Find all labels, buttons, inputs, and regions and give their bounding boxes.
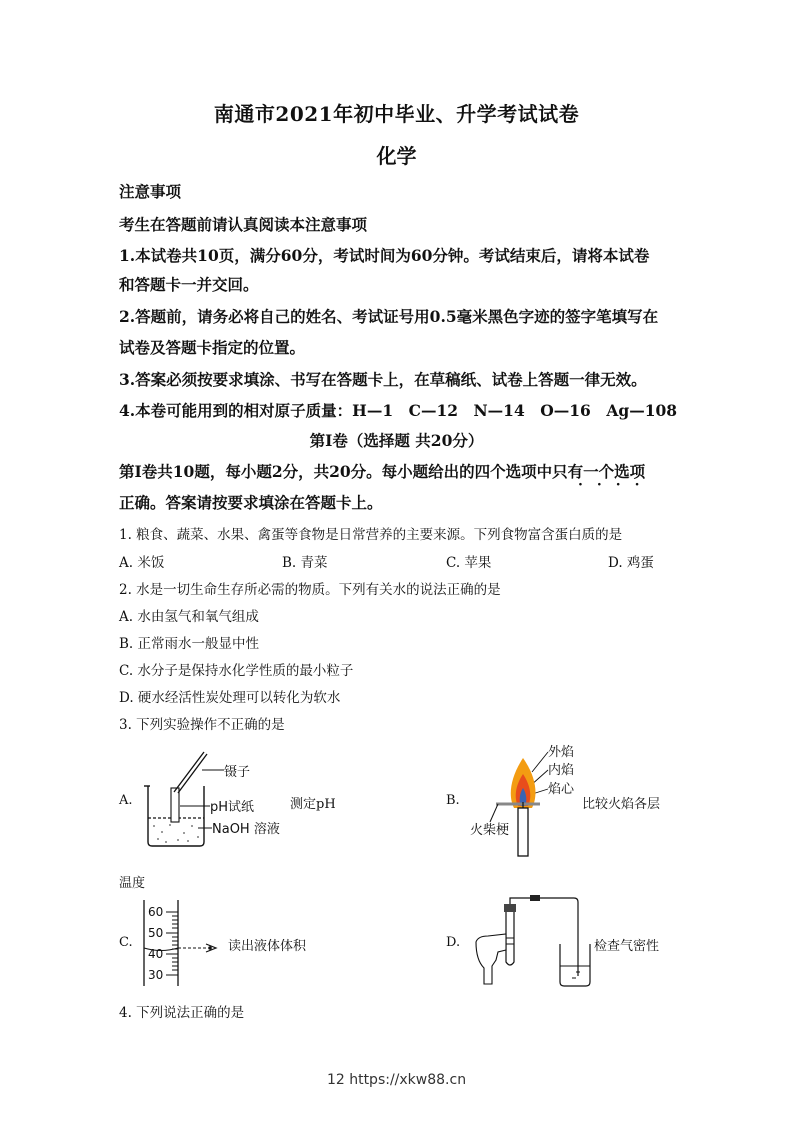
subject-title: 化学 <box>376 144 417 168</box>
q3-stem: 3. 下列实验操作不正确的是 <box>119 717 285 733</box>
section-desc: 第Ⅰ卷共10题，每小题2分，共20分。每小题给出的四个选项中只有一个选项 <box>119 462 646 481</box>
q3-option-c-letter: C. <box>119 935 133 950</box>
exam-title: 南通市2021年初中毕业、升学考试试卷 <box>213 102 580 126</box>
emphasis-dots: · · · · <box>578 477 640 493</box>
q3-option-b-caption: 比较火焰各层 <box>582 797 661 812</box>
q2-option-b: B. 正常雨水一般显中性 <box>119 636 260 652</box>
q1-option-a: A. 米饭 <box>119 555 165 571</box>
airtightness-figure <box>466 892 592 992</box>
notice-intro: 考生在答题前请认真阅读本注意事项 <box>119 215 368 234</box>
notice-item-3: 3.答案必须按要求填涂、书写在答题卡上，在草稿纸、试卷上答题一律无效。 <box>119 370 647 389</box>
notice-item-2: 2.答题前，请务必将自己的姓名、考试证号用0.5毫米黑色字迹的签字笔填写在 <box>119 307 659 326</box>
ph-paper-label: pH试纸 <box>210 800 255 815</box>
outer-flame-label: 外焰 <box>548 745 575 760</box>
q3-option-a-caption: 测定pH <box>290 797 336 812</box>
q1-option-c: C. 苹果 <box>446 555 492 571</box>
notice-item-1: 1.本试卷共10页，满分60分，考试时间为60分钟。考试结束后，请将本试卷 <box>119 246 650 265</box>
q2-option-c: C. 水分子是保持水化学性质的最小粒子 <box>119 663 354 679</box>
q1-stem: 1. 粮食、蔬菜、水果、禽蛋等食物是日常营养的主要来源。下列食物富含蛋白质的是 <box>119 527 623 543</box>
inner-flame-label: 内焰 <box>548 763 575 778</box>
tick-30: 30 <box>148 968 164 982</box>
notice-item-1-cont: 和答题卡一并交回。 <box>119 275 259 294</box>
tick-50: 50 <box>148 926 164 940</box>
section-desc-cont: 正确。答案请按要求填涂在答题卡上。 <box>119 493 383 512</box>
match-stick-label: 火柴梗 <box>470 823 510 838</box>
notice-heading: 注意事项 <box>119 182 182 201</box>
flame-figure <box>466 738 582 860</box>
flame-core-label: 焰心 <box>548 782 575 797</box>
tweezers-label: 镊子 <box>224 765 251 780</box>
q4-stem: 4. 下列说法正确的是 <box>119 1005 245 1021</box>
q1-option-b: B. 青菜 <box>282 555 328 571</box>
tick-60: 60 <box>148 905 164 919</box>
naoh-solution-label: NaOH 溶液 <box>212 822 280 837</box>
q2-option-a: A. 水由氢气和氧气组成 <box>119 609 259 625</box>
q3-option-d-letter: D. <box>446 935 461 950</box>
graduated-cylinder-figure <box>140 898 232 990</box>
section-title: 第Ⅰ卷（选择题 共20分） <box>309 431 484 450</box>
wrapped-temperature-text: 温度 <box>119 876 146 891</box>
q2-option-d: D. 硬水经活性炭处理可以转化为软水 <box>119 690 341 706</box>
q2-stem: 2. 水是一切生命生存所必需的物质。下列有关水的说法正确的是 <box>119 582 501 598</box>
tick-40: 40 <box>148 947 164 961</box>
notice-item-4: 4.本卷可能用到的相对原子质量：H—1 C—12 N—14 O—16 Ag—108 <box>119 401 678 420</box>
q3-option-c-caption: 读出液体体积 <box>228 939 307 954</box>
notice-item-2-cont: 试卷及答题卡指定的位置。 <box>119 338 306 357</box>
q1-option-d: D. 鸡蛋 <box>608 555 654 571</box>
page-footer: 12 https://xkw88.cn <box>326 1072 467 1088</box>
q3-option-b-letter: B. <box>446 793 460 808</box>
q3-option-a-letter: A. <box>119 793 133 808</box>
ph-test-figure <box>140 748 290 850</box>
q3-option-d-caption: 检查气密性 <box>594 939 660 954</box>
